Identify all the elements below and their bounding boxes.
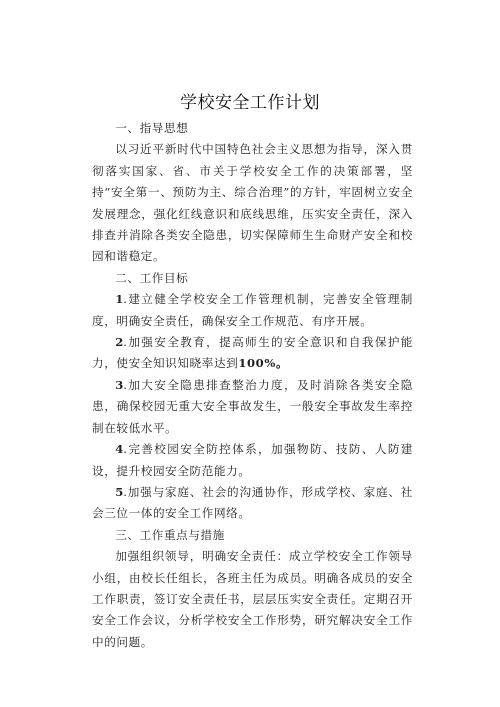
section-heading-work-goals: 二、工作目标 — [115, 270, 189, 285]
goal-item-text: .完善校园安全防控体系，加强物防、技防、人防建设，提升校园安全防范能力。 — [92, 442, 413, 478]
document-title: 学校安全工作计划 — [180, 93, 320, 113]
goal-item-3 — [92, 375, 413, 439]
goal-item-text: .加强安全教育，提高师生的安全意识和自我保护能力，使安全知识知晓率达到 — [92, 335, 413, 371]
goal-item-1 — [92, 289, 413, 332]
goal-item-5 — [92, 482, 413, 525]
guiding-thought-paragraph: 以习近平新时代中国特色社会主义思想为指导，深入贯彻落实国家、省、市关于学校安全工作的决策部署，坚持“安全第一、预防为主、综合治理”的方针，牢固树立安全发展理念，强化红线意识和底线思维，压实安全责任，深入排查并消除各类安全隐患，切实保障师生生命财产安全和校园和谐稳定。 — [92, 142, 413, 264]
goal-item-text: .建立健全学校安全工作管理机制，完善安全管理制度，明确安全责任，确保安全工作规范、有序开展。 — [92, 292, 413, 328]
document-body — [92, 118, 413, 653]
goal-item-text: .加强与家庭、社会的沟通协作，形成学校、家庭、社会三位一体的安全工作网络。 — [92, 484, 413, 521]
goal-item-number: 3 — [115, 377, 124, 392]
goal-item-text: .加大安全隐患排查整治力度，及时消除各类安全隐患，确保校园无重大安全事故发生，一般安全事故发生率控制在较低水平。 — [92, 377, 413, 435]
key-measures-paragraph: 加强组织领导，明确安全责任：成立学校安全工作领导小组，由校长任组长，各班主任为成员。明确各成员的安全工作职责，签订安全责任书，层层压实安全责任。定期召开安全工作会议，分析学校安全工作形势，研究解决安全工作中的问题。 — [92, 549, 413, 649]
goal-item-number: 5 — [115, 484, 124, 499]
goal-item-number: 2 — [115, 335, 124, 350]
goal-item-4 — [92, 439, 413, 482]
goal-item-number: 4 — [115, 442, 124, 457]
goal-item-2 — [92, 332, 413, 375]
goal-item-number: 1 — [115, 292, 124, 307]
section-heading-key-measures: 三、工作重点与措施 — [115, 527, 225, 542]
section-heading-guiding-thought: 一、指导思想 — [115, 121, 189, 135]
goal-item-percent: 100%。 — [238, 356, 289, 371]
